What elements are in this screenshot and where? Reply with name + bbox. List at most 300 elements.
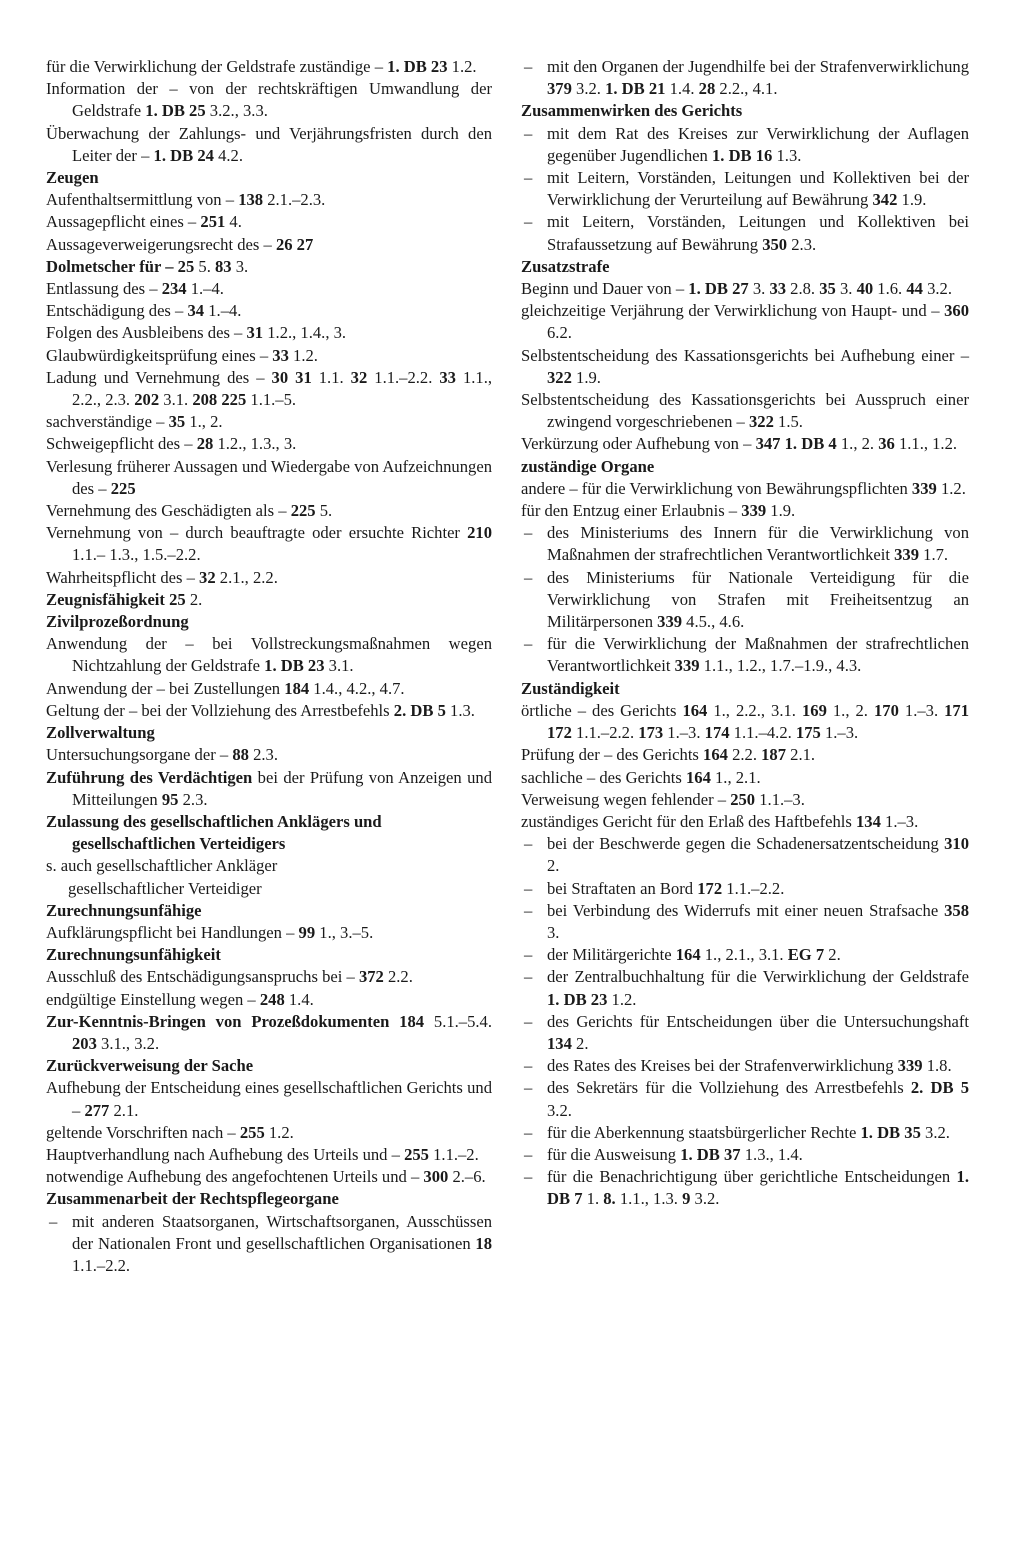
reference-number: 379 xyxy=(547,79,572,99)
index-heading xyxy=(46,944,492,966)
entry-text: 1.3. xyxy=(445,700,475,720)
entry-text: bei Verbindung des Widerrufs mit einer neuen Strafsache xyxy=(547,900,945,920)
entry-text: 1.5. xyxy=(773,412,803,432)
entry-text: Geltung der – bei der Vollziehung des Arrestbefehls xyxy=(46,700,394,720)
entry-text: Glaubwürdigkeitsprüfung eines – xyxy=(46,345,273,365)
index-entry xyxy=(521,744,969,766)
index-subentry xyxy=(521,833,969,877)
entry-text: 1.–4. xyxy=(204,301,242,321)
entry-text: 2.2., 4.1. xyxy=(715,79,778,99)
index-entry xyxy=(46,1144,492,1166)
entry-text: Schweigepflicht des – xyxy=(46,434,197,454)
entry-text: Ausschluß des Entschädigungsanspruchs bei – xyxy=(46,967,359,987)
entry-text: 5.1.–5.4. xyxy=(424,1011,492,1031)
entry-text: 1.4. xyxy=(665,79,699,99)
entry-text: Entschädigung des – xyxy=(46,301,188,321)
reference-number: 9 xyxy=(682,1189,691,1209)
reference-number: zuständige Organe xyxy=(521,456,655,476)
reference-number: 339 xyxy=(741,501,767,521)
reference-number: 175 xyxy=(795,723,821,743)
index-entry xyxy=(46,633,492,677)
index-entry xyxy=(46,123,492,167)
reference-number: 322 xyxy=(547,367,572,387)
index-heading xyxy=(521,456,969,478)
reference-number: 2. DB 5 xyxy=(393,700,446,720)
index-entry xyxy=(46,700,492,722)
index-entry xyxy=(521,767,969,789)
reference-number: 8. xyxy=(603,1189,616,1209)
index-subentry xyxy=(521,900,969,944)
index-subentry xyxy=(521,944,969,966)
index-entry xyxy=(46,589,492,611)
entry-text: Prüfung der – des Gerichts xyxy=(521,745,704,765)
index-heading xyxy=(521,678,969,700)
reference-number: 88 xyxy=(232,745,249,765)
reference-number: 187 xyxy=(761,745,786,765)
entry-text: 1.1.–5. xyxy=(246,390,297,410)
reference-number: 339 xyxy=(897,1056,923,1076)
index-entry xyxy=(521,433,969,455)
reference-number: 225 xyxy=(110,478,136,498)
reference-number: 138 xyxy=(238,190,264,210)
entry-text: 1.9. xyxy=(897,190,927,210)
reference-number: Zusammenwirken des Gerichts xyxy=(521,101,743,121)
reference-number: 18 xyxy=(475,1233,492,1253)
index-entry xyxy=(46,300,492,322)
reference-number: 170 xyxy=(873,700,899,720)
entry-text: des Ministeriums des Innern für die Verwirklichung von Maßnahmen der strafrechtlichen Verantwortlichkeit xyxy=(547,523,969,565)
reference-number: 2. DB 5 xyxy=(910,1078,969,1098)
reference-number: 28 xyxy=(196,434,214,454)
entry-text: 1.2. xyxy=(607,989,637,1009)
entry-text: 3.2. xyxy=(920,1122,950,1142)
entry-text: 1.6. xyxy=(873,279,907,299)
index-subentry xyxy=(521,633,969,677)
entry-text: 3.2. xyxy=(690,1189,720,1209)
index-subentry xyxy=(521,1122,969,1144)
entry-text: 5. xyxy=(315,501,333,521)
reference-number: 360 xyxy=(944,301,969,321)
index-heading xyxy=(521,256,969,278)
entry-text: Beginn und Dauer von – xyxy=(521,279,689,299)
entry-text: 4. xyxy=(225,212,242,232)
index-entry xyxy=(521,389,969,433)
entry-text: 1.2. xyxy=(447,57,477,76)
reference-number: 1. DB 37 xyxy=(680,1144,741,1164)
entry-text: Information der – von der rechtskräftigen Umwandlung der Geldstrafe xyxy=(46,79,492,121)
entry-text: Hauptverhandlung nach Aufhebung des Urteils und – xyxy=(46,1144,405,1164)
entry-text: zuständiges Gericht für den Erlaß des Haftbefehls xyxy=(521,811,856,831)
index-entry xyxy=(46,989,492,1011)
entry-text: 1.1., 2.2., 2.3. xyxy=(72,367,493,410)
entry-text: Aussageverweigerungsrecht des – xyxy=(46,234,276,254)
index-entry xyxy=(521,789,969,811)
reference-number: 26 27 xyxy=(275,234,314,254)
entry-text: mit dem Rat des Kreises zur Verwirklichung der Auflagen gegenüber Jugendlichen xyxy=(547,123,969,165)
index-entry xyxy=(46,433,492,455)
entry-text: notwendige Aufhebung des angefochtenen Urteils und – xyxy=(46,1167,424,1187)
right-column xyxy=(521,56,969,1211)
entry-text: Anwendung der – bei Zustellungen xyxy=(46,678,285,698)
entry-text: 2.1.–2.3. xyxy=(263,190,326,210)
reference-number: 277 xyxy=(84,1100,110,1120)
index-subentry xyxy=(521,1166,969,1210)
entry-text: Ladung und Vernehmung des – xyxy=(46,367,272,387)
index-entry xyxy=(521,478,969,500)
entry-text: 2.1. xyxy=(109,1100,139,1120)
index-subentry xyxy=(521,1144,969,1166)
reference-number: 1. DB 21 xyxy=(605,79,666,99)
entry-text: 1. xyxy=(582,1189,604,1209)
reference-number: 34 xyxy=(187,301,205,321)
entry-text: bei Straftaten an Bord xyxy=(547,878,698,898)
entry-text: 1.4., 4.2., 4.7. xyxy=(309,678,405,698)
reference-number: 339 xyxy=(911,478,937,498)
entry-text: gleichzeitige Verjährung der Verwirklichung von Haupt- und – xyxy=(521,301,945,321)
reference-number: 95 xyxy=(161,789,179,809)
entry-text: 1., 2. xyxy=(836,434,879,454)
entry-text: Aufenthaltsermittlung von – xyxy=(46,190,239,210)
entry-text: 1.2. xyxy=(936,478,966,498)
entry-text: örtliche – des Gerichts xyxy=(521,700,683,720)
entry-text: Überwachung der Zahlungs- und Verjährungsfristen durch den Leiter der – xyxy=(46,123,492,165)
reference-number: 32 xyxy=(350,367,368,387)
entry-text: Aussagepflicht eines – xyxy=(46,212,201,232)
entry-text: 2. xyxy=(185,589,203,609)
entry-text: 3. xyxy=(748,279,770,299)
reference-number: 36 xyxy=(878,434,895,454)
entry-text: 1.1., 1.2., 1.7.–1.9., 4.3. xyxy=(699,656,862,676)
reference-number: 31 xyxy=(246,323,264,343)
index-entry xyxy=(521,278,969,300)
reference-number: 33 xyxy=(769,279,787,299)
reference-number: 184 xyxy=(284,678,310,698)
entry-text: andere – für die Verwirklichung von Bewährungspflichten xyxy=(521,478,912,498)
entry-text: Aufklärungspflicht bei Handlungen – xyxy=(46,922,299,942)
index-heading xyxy=(46,611,492,633)
entry-text: 1.1., 1.3. xyxy=(615,1189,683,1209)
index-entry xyxy=(46,278,492,300)
reference-number: Dolmetscher für – 25 xyxy=(46,256,195,276)
reference-number: Zivilprozeßordnung xyxy=(46,612,189,632)
entry-text: 1., 3.–5. xyxy=(315,922,374,942)
reference-number: 339 xyxy=(894,545,919,565)
entry-text: Wahrheitspflicht des – xyxy=(46,567,200,587)
entry-text: Verlesung früherer Aussagen und Wiedergabe von Aufzeichnungen des – xyxy=(46,456,492,498)
reference-number: Zeugen xyxy=(46,168,99,188)
reference-number: EG 7 xyxy=(787,945,825,965)
reference-number: 1. DB 27 xyxy=(688,279,749,299)
reference-number: 300 xyxy=(423,1167,449,1187)
entry-text: für die Verwirklichung der Maßnahmen der strafrechtlichen Verantwortlichkeit xyxy=(547,634,969,676)
entry-text: 2. xyxy=(547,856,560,876)
reference-number: 339 xyxy=(657,612,683,632)
entry-text: für die Aberkennung staatsbürgerlicher Rechte xyxy=(547,1122,861,1142)
entry-text: 3. xyxy=(835,279,857,299)
entry-text: 1.3., 1.4. xyxy=(740,1144,803,1164)
reference-number: 164 xyxy=(675,945,701,965)
entry-text: 3.2. xyxy=(547,1100,572,1120)
reference-number: Zurechnungsunfähige xyxy=(46,900,202,920)
index-entry xyxy=(46,256,492,278)
entry-text: 2.1., 2.2. xyxy=(215,567,278,587)
index-entry xyxy=(46,567,492,589)
entry-text: 1.7. xyxy=(919,545,949,565)
index-entry xyxy=(46,456,492,500)
entry-text: 4.5., 4.6. xyxy=(682,612,745,632)
index-entry xyxy=(521,500,969,522)
entry-text: 1., 2.1., 3.1. xyxy=(700,945,788,965)
entry-text: Verweisung wegen fehlender – xyxy=(521,789,731,809)
entry-text: 1., 2.2., 3.1. xyxy=(707,700,802,720)
reference-number: 174 xyxy=(704,723,730,743)
index-entry xyxy=(46,411,492,433)
entry-text: sachverständige – xyxy=(46,412,169,432)
reference-number: 35 xyxy=(819,279,836,299)
reference-number: 1. DB 35 xyxy=(860,1122,921,1142)
entry-text: 1.–4. xyxy=(186,279,224,299)
entry-text: 1.4. xyxy=(284,989,314,1009)
reference-number: 202 xyxy=(134,390,160,410)
reference-number: 33 xyxy=(272,345,289,365)
index-entry xyxy=(46,500,492,522)
entry-text: 1.2., 1.4., 3. xyxy=(263,323,347,343)
reference-number: Zusatzstrafe xyxy=(521,256,610,276)
index-entry xyxy=(46,1166,492,1188)
entry-text: 1.8. xyxy=(922,1056,952,1076)
entry-text: Verkürzung oder Aufhebung von – xyxy=(521,434,756,454)
entry-text: für den Entzug einer Erlaubnis – xyxy=(521,501,742,521)
reference-number: 1. DB 25 xyxy=(145,101,206,121)
index-entry xyxy=(46,678,492,700)
index-subentry xyxy=(521,878,969,900)
reference-number: 169 xyxy=(801,700,827,720)
entry-text: 1.1.–2.2. xyxy=(367,367,440,387)
entry-text: 2.–6. xyxy=(448,1167,486,1187)
entry-text: 1., 2. xyxy=(826,700,874,720)
index-entry xyxy=(46,922,492,944)
entry-text: 3.2., 3.3. xyxy=(205,101,268,121)
index-entry xyxy=(521,300,969,344)
entry-text: Selbstentscheidung des Kassationsgerichts bei Ausspruch einer zwingend vorgeschriebenen – xyxy=(521,390,969,432)
reference-number: 255 xyxy=(404,1144,429,1164)
index-entry xyxy=(46,234,492,256)
entry-text: 1.1.–2.2. xyxy=(722,878,785,898)
entry-text: 2.3. xyxy=(787,234,817,254)
reference-number: 172 xyxy=(697,878,723,898)
reference-number: 35 xyxy=(168,412,186,432)
entry-text: 1.3. xyxy=(772,145,802,165)
reference-number: 234 xyxy=(161,279,187,299)
reference-number: 1. DB 7 xyxy=(547,1167,969,1209)
index-heading xyxy=(46,1055,492,1077)
entry-text: 1.–3. xyxy=(880,811,919,831)
entry-text: 3.1. xyxy=(324,656,354,676)
entry-text: 1.2., 1.3., 3. xyxy=(213,434,297,454)
reference-number: 1. DB 23 xyxy=(387,57,448,76)
entry-text: gesellschaftlicher Verteidiger xyxy=(68,878,262,898)
index-subentry xyxy=(46,1211,492,1278)
entry-text: 1.–3. xyxy=(898,700,945,720)
index-entry xyxy=(521,700,969,744)
index-subentry xyxy=(521,123,969,167)
reference-number: 210 xyxy=(467,523,492,543)
entry-text: Vernehmung von – durch beauftragte oder ersuchte Richter xyxy=(46,523,468,543)
reference-number: Zurechnungsunfähigkeit xyxy=(46,945,221,965)
reference-number: Zulassung des gesellschaftlichen Anklägers und gesellschaftlichen Verteidigers xyxy=(46,811,382,854)
entry-text: Vernehmung des Geschädigten als – xyxy=(46,501,291,521)
index-entry xyxy=(46,78,492,122)
index-entry xyxy=(46,1122,492,1144)
entry-text: 1.1.–2.2. xyxy=(72,1255,131,1275)
entry-text: 3.1. xyxy=(159,390,193,410)
reference-number: 350 xyxy=(762,234,788,254)
entry-text: 1.1., 1.2. xyxy=(894,434,958,454)
entry-text: 2.2. xyxy=(383,967,413,987)
reference-number: Zur-Kenntnis-Bringen von Prozeßdokumenten 184 xyxy=(46,1011,425,1031)
index-entry xyxy=(46,966,492,988)
reference-number: 203 xyxy=(72,1033,97,1053)
reference-number: 208 225 xyxy=(192,390,247,410)
reference-number: 358 xyxy=(944,900,969,920)
index-heading xyxy=(46,1188,492,1210)
entry-text: der Zentralbuchhaltung für die Verwirklichung der Geldstrafe xyxy=(547,967,969,987)
index-entry xyxy=(46,767,492,811)
entry-text: 2.1. xyxy=(786,745,816,765)
reference-number: 372 xyxy=(358,967,384,987)
reference-number: 28 xyxy=(698,79,716,99)
reference-number: 251 xyxy=(200,212,226,232)
index-subentry xyxy=(521,567,969,634)
entry-text: Untersuchungsorgane der – xyxy=(46,745,233,765)
reference-number: Zurückverweisung der Sache xyxy=(46,1056,254,1076)
entry-text: des Ministeriums für Nationale Verteidigung für die Verwirklichung von Strafen mit Freiheitsentzug an Militärpersonen xyxy=(547,567,969,632)
reference-number: 322 xyxy=(748,412,774,432)
entry-text: 2. xyxy=(571,1033,589,1053)
reference-number: 250 xyxy=(730,789,756,809)
entry-text: 1.–3. xyxy=(820,723,859,743)
reference-number: 134 xyxy=(547,1033,572,1053)
entry-text: endgültige Einstellung wegen – xyxy=(46,989,260,1009)
reference-number: 33 xyxy=(439,367,456,387)
entry-text: 1., 2.1. xyxy=(710,767,761,787)
entry-text: bei der Prüfung von Anzeigen und Mitteilungen xyxy=(72,767,492,809)
reference-number: 310 xyxy=(944,834,969,854)
entry-text: Anwendung der – bei Vollstreckungsmaßnahmen wegen Nichtzahlung der Geldstrafe xyxy=(46,634,492,676)
entry-text: 1.9. xyxy=(571,367,601,387)
index-subentry xyxy=(521,1011,969,1055)
reference-number: 339 xyxy=(674,656,700,676)
index-subentry xyxy=(521,56,969,100)
entry-text: 3.1., 3.2. xyxy=(96,1033,160,1053)
entry-text: 1.1.–3. xyxy=(755,789,805,809)
entry-text: 1.2. xyxy=(288,345,318,365)
entry-text: für die Verwirklichung der Geldstrafe zuständige – xyxy=(46,57,388,76)
entry-text: mit den Organen der Jugendhilfe bei der Strafenverwirklichung xyxy=(547,57,969,76)
index-entry xyxy=(46,878,492,900)
index-entry xyxy=(46,744,492,766)
entry-text: 3.2. xyxy=(922,279,952,299)
reference-number: Zollverwaltung xyxy=(46,723,155,743)
index-heading xyxy=(46,722,492,744)
index-entry xyxy=(521,811,969,833)
entry-text: der Militärgerichte xyxy=(547,945,676,965)
index-entry xyxy=(46,522,492,566)
reference-number: 171 172 xyxy=(547,700,970,743)
entry-text: 1.9. xyxy=(766,501,796,521)
reference-number: 164 xyxy=(703,745,728,765)
index-subentry xyxy=(521,522,969,566)
index-entry xyxy=(46,345,492,367)
reference-number: Zusammenarbeit der Rechtspflegeorgane xyxy=(46,1189,339,1209)
entry-text: s. auch gesellschaftlicher Ankläger xyxy=(46,856,278,876)
entry-text: bei der Beschwerde gegen die Schadenersatzentscheidung xyxy=(547,834,945,854)
index-subentry xyxy=(521,1055,969,1077)
entry-text: 1.1.–2. xyxy=(428,1144,479,1164)
entry-text: 3. xyxy=(231,256,249,276)
reference-number: 30 31 xyxy=(271,367,312,387)
reference-number: Zuführung des Verdächtigen xyxy=(46,767,253,787)
reference-number: 83 xyxy=(215,256,232,276)
reference-number: 1. DB 23 xyxy=(264,656,325,676)
reference-number: 134 xyxy=(855,811,881,831)
reference-number: Zeugnisfähigkeit 25 xyxy=(46,589,186,609)
reference-number: 1. DB 16 xyxy=(711,145,773,165)
reference-number: 164 xyxy=(682,700,708,720)
index-subentry xyxy=(521,966,969,1010)
entry-text: sachliche – des Gerichts xyxy=(521,767,686,787)
entry-text: mit Leitern, Vorständen, Leitungen und Kollektiven bei Strafaussetzung auf Bewährung xyxy=(547,212,969,254)
entry-text: geltende Vorschriften nach – xyxy=(46,1122,240,1142)
reference-number: 342 xyxy=(872,190,898,210)
reference-number: 40 xyxy=(856,279,874,299)
reference-number: 248 xyxy=(259,989,285,1009)
reference-number: Zuständigkeit xyxy=(521,678,620,698)
entry-text: Entlassung des – xyxy=(46,279,162,299)
reference-number: 255 xyxy=(239,1122,265,1142)
index-entry xyxy=(46,56,492,78)
index-entry xyxy=(46,1011,492,1055)
entry-text: 2. xyxy=(824,945,841,965)
left-column xyxy=(46,56,492,1277)
index-entry xyxy=(46,367,492,411)
entry-text: Aufhebung der Entscheidung eines gesellschaftlichen Gerichts und – xyxy=(46,1078,492,1120)
entry-text: für die Benachrichtigung über gerichtliche Entscheidungen xyxy=(547,1167,957,1187)
entry-text: 1.–3. xyxy=(663,723,705,743)
index-entry xyxy=(46,855,492,877)
reference-number: 173 xyxy=(638,723,664,743)
reference-number: 44 xyxy=(906,279,923,299)
entry-text: für die Ausweisung xyxy=(547,1144,681,1164)
entry-text: Folgen des Ausbleibens des – xyxy=(46,323,247,343)
index-heading xyxy=(46,811,492,855)
index-entry xyxy=(46,322,492,344)
entry-text: mit anderen Staatsorganen, Wirtschaftsorganen, Ausschüssen der Nationalen Front und gesellschaftlichen Organisationen xyxy=(72,1211,492,1253)
index-subentry xyxy=(521,167,969,211)
reference-number: 225 xyxy=(290,501,316,521)
reference-number: 32 xyxy=(199,567,216,587)
entry-text: 2.2. xyxy=(727,745,762,765)
index-entry xyxy=(46,189,492,211)
entry-text: 6.2. xyxy=(547,323,572,343)
entry-text: 5. xyxy=(194,256,215,276)
index-subentry xyxy=(521,1077,969,1121)
index-entry xyxy=(521,345,969,389)
entry-text: 2.3. xyxy=(248,745,278,765)
entry-text: 1.1.– 1.3., 1.5.–2.2. xyxy=(72,545,201,565)
reference-number: 1. DB 24 xyxy=(153,145,214,165)
index-entry xyxy=(46,1077,492,1121)
